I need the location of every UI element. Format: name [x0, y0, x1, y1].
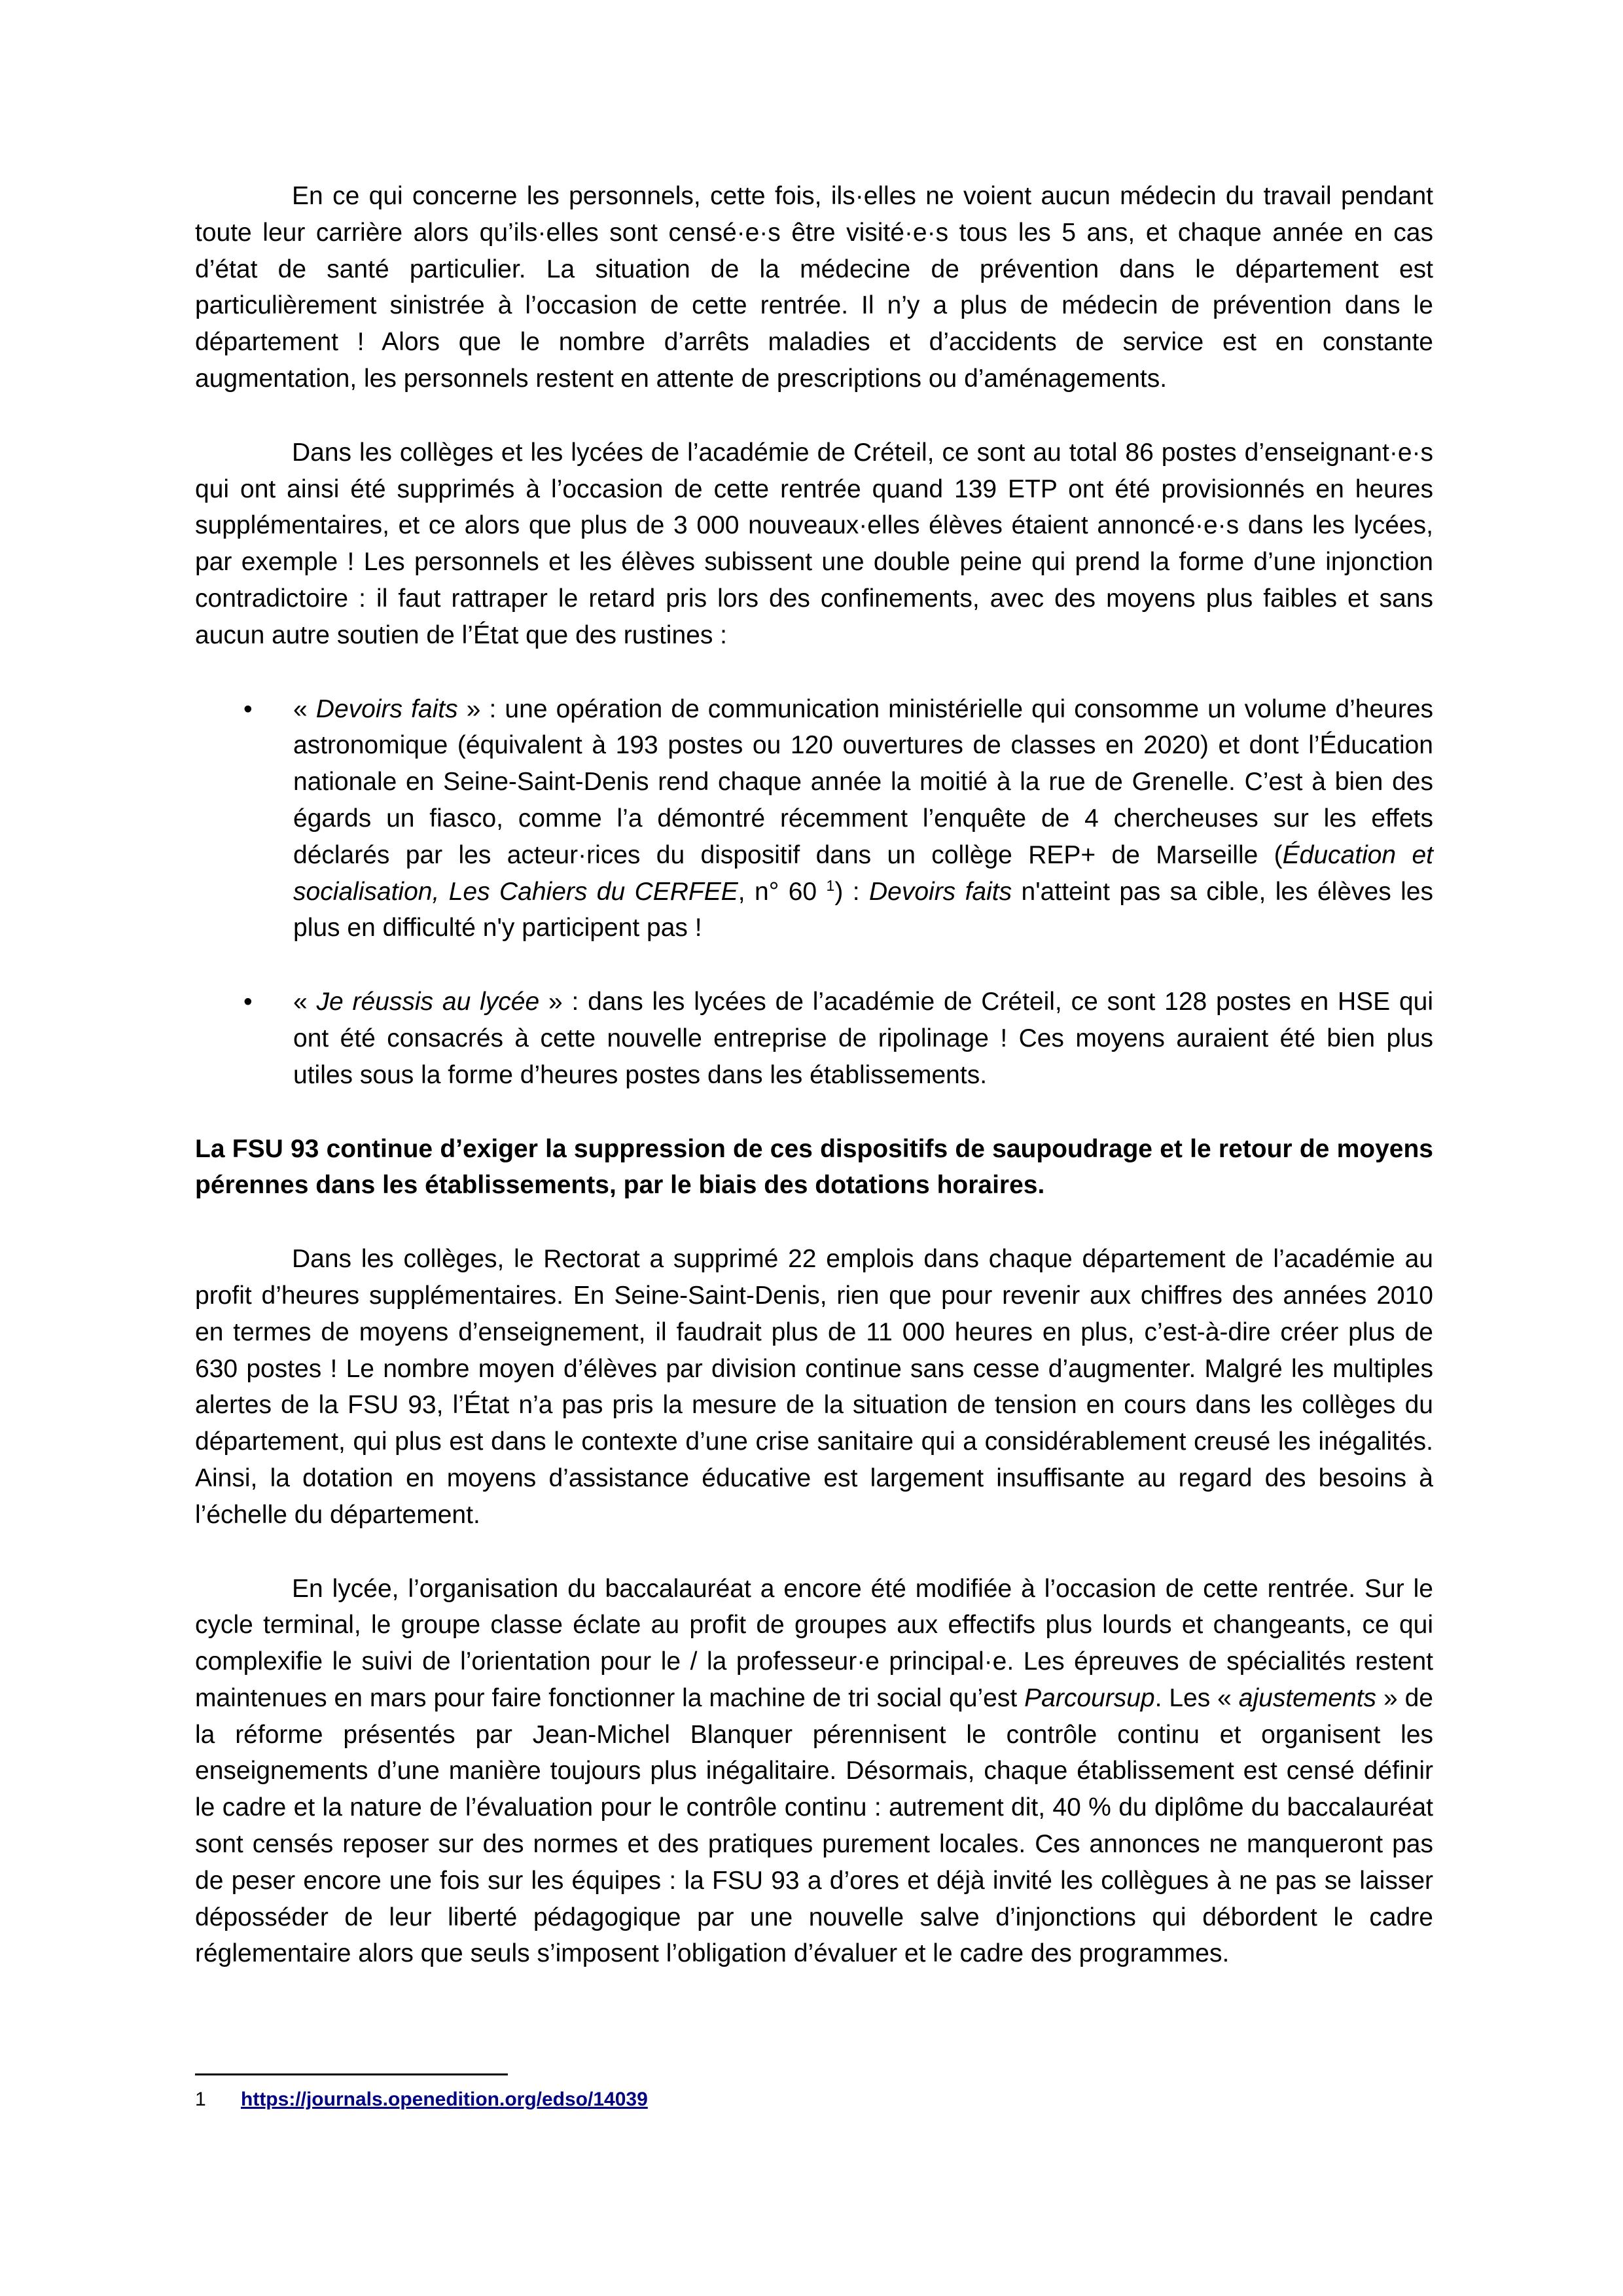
paragraph-colleges: Dans les collèges, le Rectorat a supprimé 22 emplois dans chaque département de l’académie au profit d’heures supplémentaires. En Seine-Saint-Denis, rien que pour revenir aux chiffres des années 2010 en termes de moyens d’enseignement, il faudrait plus de 11 000 heures en plus, c’est-à-dire créer plus de 630 postes ! Le nombre moyen d’élèves par division continue sans cesse d’augmenter. Malgré les multiples alertes de la FSU 93, l’État n’a pas pris la mesure de la situation de tension en cours dans les collèges du département, qui plus est dans le contexte d’une crise sanitaire qui a considérablement creusé les inégalités. Ainsi, la dotation en moyens d’assistance éducative est largement insuffisante au regard des besoins à l’échelle du département. [195, 1245, 1433, 1529]
paragraph-lycee: En lycée, l’organisation du baccalauréat a encore été modifiée à l’occasion de cette rentrée. Sur le cycle terminal, le groupe classe éclate au profit de groupes aux effectifs plus lourds et changeants, ce qui complexifie le suivi de l’orientation pour le / la professeur·e principal·e. Les épreuves de spécialités restent maintenues en mars pour faire fonctionner la machine de tri social qu’est Parcoursup. Les « ajustements » de la réforme présentés par Jean-Michel Blanquer pérennisent le contrôle continu et organisent les enseignements d’une manière toujours plus inégalitaire. Désormais, chaque établissement est censé définir le cadre et la nature de l’évaluation pour le contrôle continu : autrement dit, 40 % du diplôme du baccalauréat sont censés reposer sur des normes et des pratiques purement locales. Ces annonces ne manqueront pas de peser encore une fois sur les équipes : la FSU 93 a d’ores et déjà invité les collègues à ne pas se laisser déposséder de leur liberté pédagogique par une nouvelle salve d’injonctions qui débordent le cadre réglementaire alors que seuls s’imposent l’obligation d’évaluer et le cadre des programmes. [195, 1574, 1433, 1968]
footnote-link[interactable]: https://journals.openedition.org/edso/14039 [241, 2089, 648, 2110]
footnote-ref[interactable]: 1 [826, 876, 835, 894]
paragraph-postes: Dans les collèges et les lycées de l’académie de Créteil, ce sont au total 86 postes d’enseignant·e·s qui ont ainsi été supprimés à l’occasion de cette rentrée quand 139 ETP ont été provisionnés en heures supplémentaires, et ce alors que plus de 3 000 nouveaux·elles élèves étaient annoncé·e·s dans les lycées, par exemple ! Les personnels et les élèves subissent une double peine qui prend la forme d’une injonction contradictoire : il faut rattraper le retard pris lors des confinements, avec des moyens plus faibles et sans aucun autre soutien de l’État que des rustines : [195, 438, 1433, 649]
list-item-devoirs-faits: • « Devoirs faits » : une opération de communication ministérielle qui consomme un volume d’heures astronomique (équivalent à 193 postes ou 120 ouvertures de classes en 2020) et dont l’Éducation nationale en Seine-Saint-Denis rend chaque année la moitié à la rue de Grenelle. C’est à bien des égards un fiasco, comme l’a démontré récemment l’enquête de 4 chercheuses sur les effets déclarés par les acteur·rices du dispositif dans un collège REP+ de Marseille (Éducation et socialisation, Les Cahiers du CERFEE, n° 60 $^1$) : Devoirs faits n'atteint pas sa cible, les élèves les plus en difficulté n'y participent pas ! [195, 691, 1433, 947]
document-body [195, 178, 1433, 1972]
je-reussis-title: Je réussis au lycée [316, 988, 540, 1016]
bold-statement: La FSU 93 continue d’exiger la suppression de ces dispositifs de saupoudrage et le retour de moyens pérennes dans les établissements, par le biais des dotations horaires. [195, 1134, 1433, 1200]
parcoursup-term: Parcoursup [1024, 1683, 1155, 1712]
bullet-icon: • [243, 694, 253, 723]
ajustements-term: ajustements [1238, 1683, 1377, 1712]
footnote-number: 1 [195, 2089, 206, 2110]
footnote-divider [195, 2073, 508, 2075]
measures-list [195, 691, 1433, 1094]
devoirs-faits-title-repeat: Devoirs faits [868, 877, 1012, 906]
list-item-je-reussis: • « Je réussis au lycée » : dans les lycées de l’académie de Créteil, ce sont 128 postes en HSE qui ont été consacrés à cette nouvelle entreprise de ripolinage ! Ces moyens auraient été bien plus utiles sous la forme d’heures postes dans les établissements. [195, 984, 1433, 1093]
source-citation: Éducation et socialisation, Les Cahiers du CERFEE [293, 840, 1433, 906]
paragraph-medecine: En ce qui concerne les personnels, cette fois, ils·elles ne voient aucun médecin du travail pendant toute leur carrière alors qu’ils·elles sont censé·e·s être visité·e·s tous les 5 ans, et chaque année en cas d’état de santé particulier. La situation de la médecine de prévention dans le département est particulièrement sinistrée à l’occasion de cette rentrée. Il n’y a plus de médecin de prévention dans le département ! Alors que le nombre d’arrêts maladies et d’accidents de service est en constante augmentation, les personnels restent en attente de prescriptions ou d’aménagements. [195, 182, 1433, 393]
footnote [195, 2087, 648, 2113]
bullet-icon: • [243, 988, 253, 1016]
devoirs-faits-title: Devoirs faits [315, 694, 458, 723]
